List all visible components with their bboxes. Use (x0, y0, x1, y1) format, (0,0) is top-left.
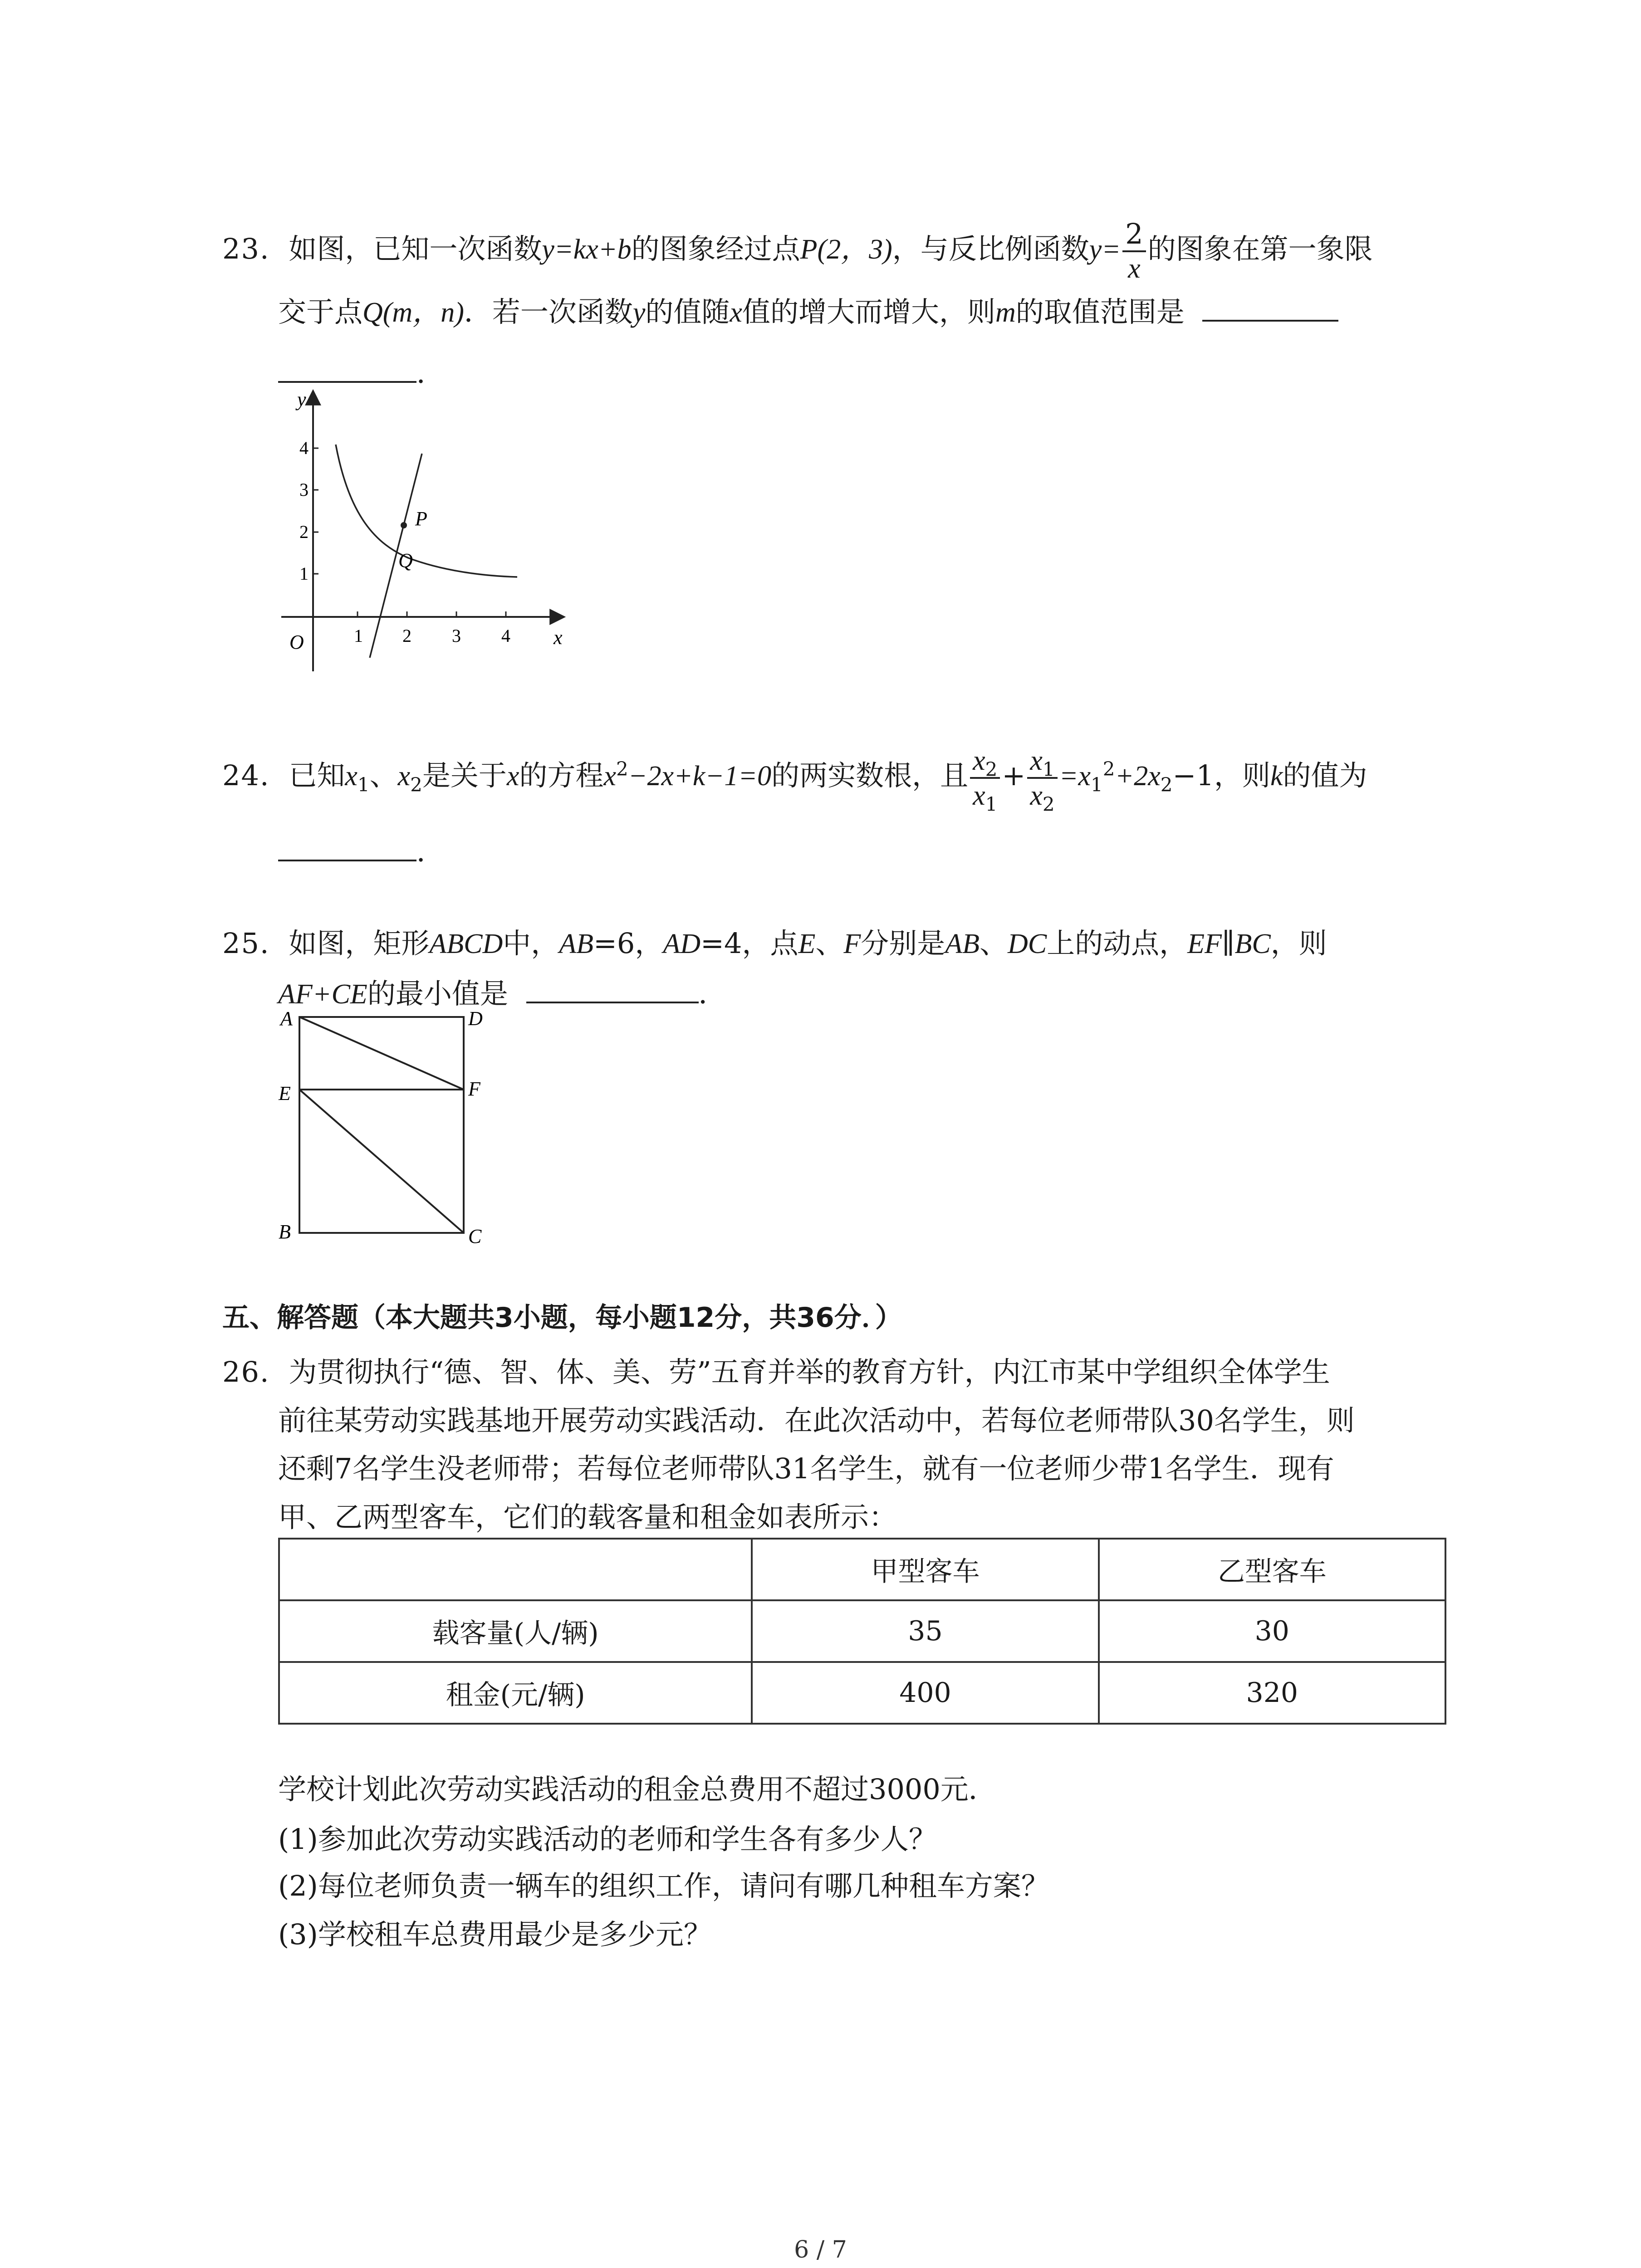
table-cell: 400 (752, 1662, 1098, 1724)
y-tick-3: 3 (299, 479, 309, 500)
q25-line-1: 25. 如图，矩形ABCD中，AB=6，AD=4，点E、F分别是AB、DC上的动点，EF∥BC，则 (222, 927, 1327, 960)
table-header-cell (279, 1539, 752, 1600)
q24-answer-blank[interactable] (278, 832, 416, 861)
x-tick-3: 3 (452, 626, 461, 646)
q26-part-3: (3)学校租车总费用最少是多少元？ (278, 1918, 712, 1951)
table-header-cell: 乙型客车 (1099, 1539, 1445, 1600)
q23-line-2: 交于点Q(m，n)．若一次函数y的值随x值的增大而增大，则m的取值范围是 (278, 293, 1338, 331)
x-tick-1: 1 (354, 626, 363, 646)
q26-part-2: (2)每位老师负责一辆车的组织工作，请问有哪几种租车方案？ (278, 1869, 1049, 1902)
point-P-label: P (415, 508, 427, 530)
table-header-cell: 甲型客车 (752, 1539, 1098, 1600)
y-tick-2: 2 (299, 522, 309, 542)
q26-part-1: (1)参加此次劳动实践活动的老师和学生各有多少人？ (278, 1823, 937, 1856)
bus-rental-table (278, 1538, 1446, 1725)
vertex-B: B (279, 1221, 291, 1243)
table-cell: 载客量(人/辆) (279, 1600, 752, 1662)
q23-fraction: $\frac{2}{x}$ (1122, 218, 1146, 285)
table-row (279, 1662, 1445, 1724)
q25-line-2: AF+CE的最小值是 ． (278, 974, 727, 1012)
table-cell: 租金(元/辆) (279, 1662, 752, 1724)
q26-budget-line: 学校计划此次劳动实践活动的租金总费用不超过3000元． (278, 1773, 997, 1806)
y-tick-4: 4 (299, 438, 309, 458)
q23-number: 23. (222, 232, 270, 266)
q23-answer-blank-b[interactable] (278, 354, 416, 383)
q25-number: 25. (222, 927, 270, 960)
table-header-row (279, 1539, 1445, 1600)
linear-function-line (370, 454, 422, 658)
segment-EC (299, 1090, 464, 1233)
q24-fraction-1: $\frac{x_2}{x_1}$ (970, 744, 1000, 812)
vertex-D: D (468, 1007, 483, 1030)
q23-answer-blank-a[interactable] (1202, 293, 1338, 322)
q24-line-2: ． (278, 832, 445, 870)
q26-line-4: 甲、乙两型客车，它们的载客量和租金如表所示： (278, 1501, 897, 1534)
vertex-F: F (468, 1078, 480, 1100)
y-tick-1: 1 (299, 563, 309, 584)
q26-number: 26. (222, 1355, 270, 1388)
table-cell: 320 (1099, 1662, 1445, 1724)
vertex-A: A (280, 1007, 293, 1030)
q24-line-1: 24. 已知$x_1$、$x_2$是关于x的方程$x^2-2x+k-1=0$的两实数根，且 $\frac{x_2}{x_1}$ + $\frac{x_1}{x_2}$ $=x_1^2+2x_2-1$，则k的值为 (222, 744, 1367, 812)
x-axis-label: x (554, 626, 563, 649)
q24-fraction-2: $\frac{x_1}{x_2}$ (1027, 744, 1057, 812)
point-P-dot (401, 522, 407, 528)
q24-number: 24. (222, 759, 270, 792)
table-cell: 35 (752, 1600, 1098, 1662)
rectangle-ABCD (299, 1017, 464, 1233)
q25-rectangle-figure (272, 1002, 499, 1256)
q23-function-graph (272, 381, 590, 680)
x-tick-4: 4 (501, 626, 510, 646)
q26-line-1: 26. 为贯彻执行“德、智、体、美、劳”五育并举的教育方针，内江市某中学组织全体学生 (222, 1355, 1330, 1388)
q26-line-2: 前往某劳动实践基地开展劳动实践活动．在此次活动中，若每位老师带队30名学生，则 (278, 1404, 1355, 1437)
segment-AF (299, 1017, 464, 1090)
q23-line-3: ． (278, 354, 445, 391)
y-axis-label: y (297, 388, 306, 411)
point-Q-label: Q (398, 549, 413, 572)
table-cell: 30 (1099, 1600, 1445, 1662)
q26-line-3: 还剩7名学生没老师带；若每位老师带队31名学生，就有一位老师少带1名学生．现有 (278, 1452, 1334, 1485)
x-tick-2: 2 (402, 626, 411, 646)
table-row (279, 1600, 1445, 1662)
page-number: 6 / 7 (794, 2236, 847, 2263)
q23-line-1: 23. 如图，已知一次函数y=kx+b的图象经过点P(2，3)，与反比例函数y= $\frac{2}{x}$ 的图象在第一象限 (222, 217, 1373, 284)
q25-answer-blank[interactable] (526, 974, 699, 1003)
origin-label: O (289, 631, 304, 653)
vertex-C: C (468, 1225, 482, 1247)
section-5-heading: 五、解答题（本大题共3小题，每小题12分，共36分．） (222, 1302, 902, 1334)
vertex-E: E (279, 1082, 291, 1105)
